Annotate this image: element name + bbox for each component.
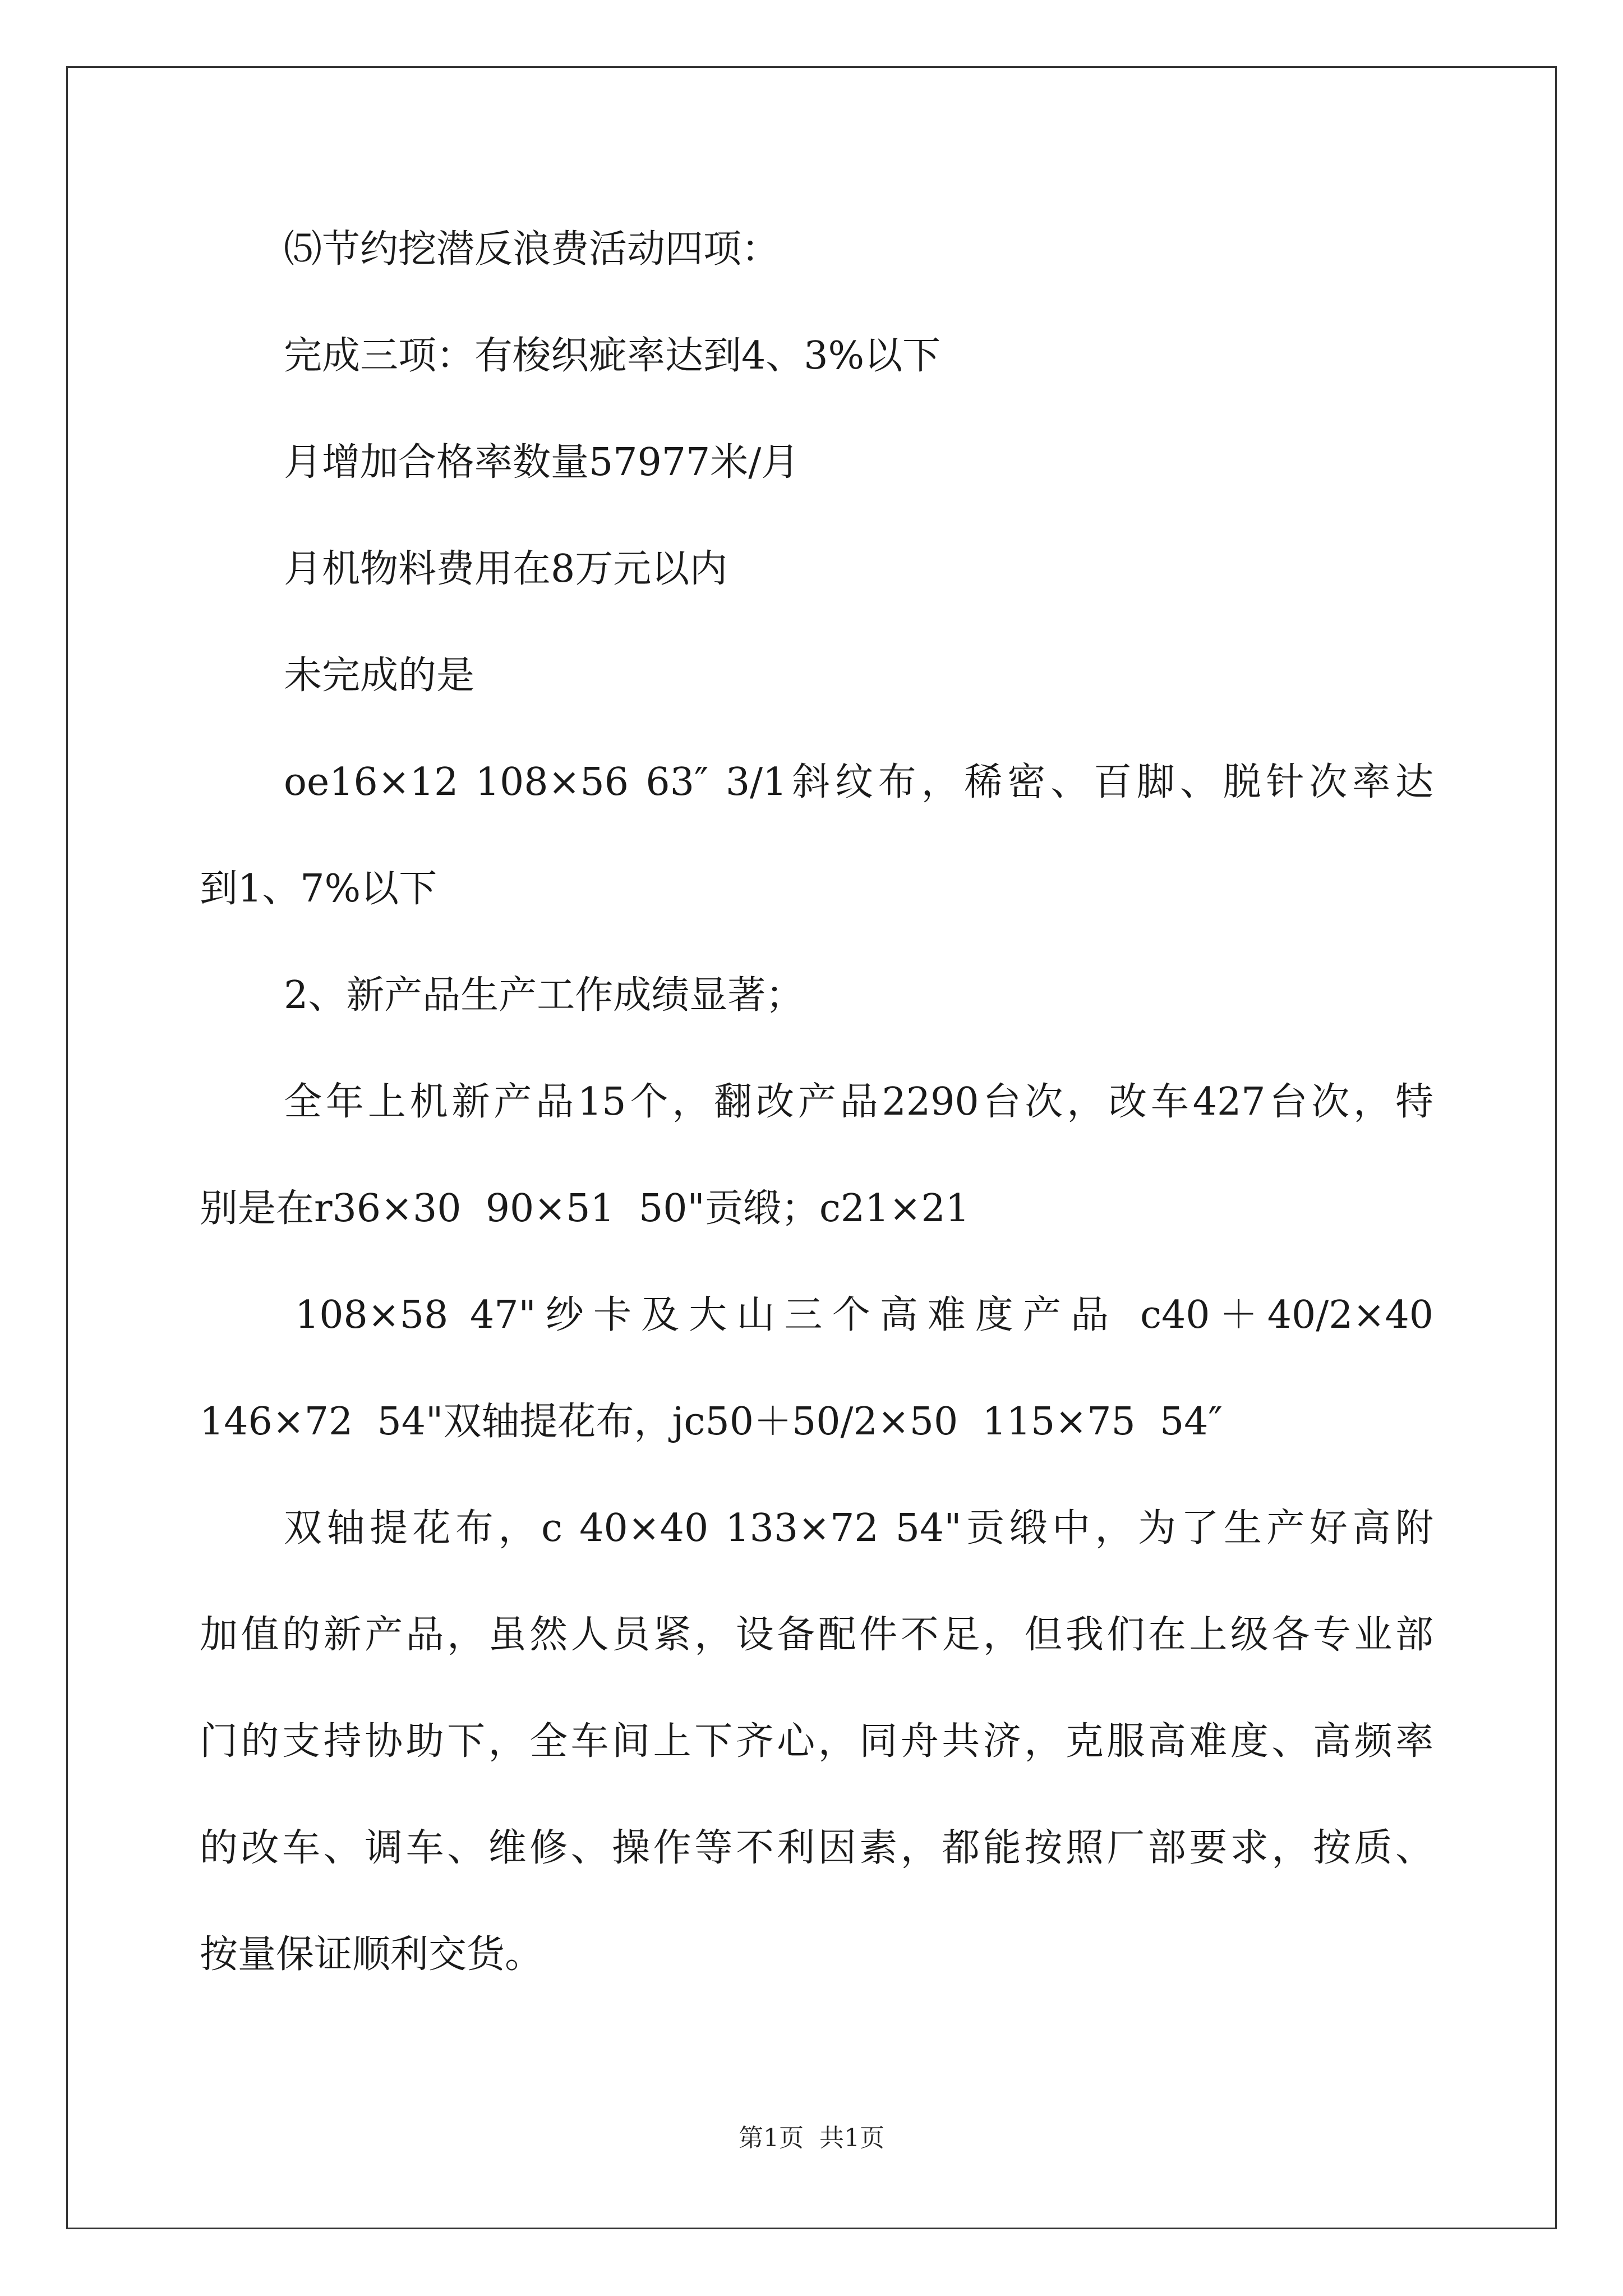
paragraph-line: 月增加合格率数量57977米/月 (284, 440, 800, 485)
page-border (66, 66, 1557, 2229)
paragraph-line: 按量保证顺利交货。 (200, 1932, 543, 1977)
paragraph-line: 加值的新产品，虽然人员紧，设备配件不足，但我们在上级各专业部 (200, 1613, 1433, 1657)
paragraph-line: 完成三项：有梭织疵率达到4、3%以下 (284, 334, 941, 378)
paragraph-line: 别是在r36×30 90×51 50"贡缎；c21×21 (200, 1186, 970, 1231)
paragraph-line: 108×58 47"纱卡及大山三个高难度产品 c40＋40/2×40 (295, 1293, 1433, 1337)
page-footer: 第1页 共1页 (739, 2124, 884, 2152)
paragraph-line: 月机物料费用在8万元以内 (284, 547, 728, 591)
paragraph-line: 全年上机新产品15个，翻改产品2290台次，改车427台次，特 (284, 1080, 1433, 1124)
paragraph-line: 门的支持协助下，全车间上下齐心，同舟共济，克服高难度、高频率 (200, 1719, 1433, 1764)
paragraph-line: 2、新产品生产工作成绩显著； (284, 973, 804, 1018)
paragraph-line: oe16×12 108×56 63″ 3/1斜纹布，稀密、百脚、脱针次率达 (284, 760, 1433, 804)
paragraph-line: ⑸节约挖潜反浪费活动四项： (284, 227, 780, 272)
paragraph-line: 双轴提花布，c 40×40 133×72 54"贡缎中，为了生产好高附 (284, 1506, 1433, 1550)
paragraph-line: 的改车、调车、维修、操作等不利因素，都能按照厂部要求，按质、 (200, 1826, 1433, 1870)
paragraph-line: 146×72 54"双轴提花布，jc50＋50/2×50 115×75 54″ (200, 1400, 1223, 1444)
paragraph-line: 到1、7%以下 (200, 867, 437, 911)
paragraph-line: 未完成的是 (284, 654, 475, 698)
